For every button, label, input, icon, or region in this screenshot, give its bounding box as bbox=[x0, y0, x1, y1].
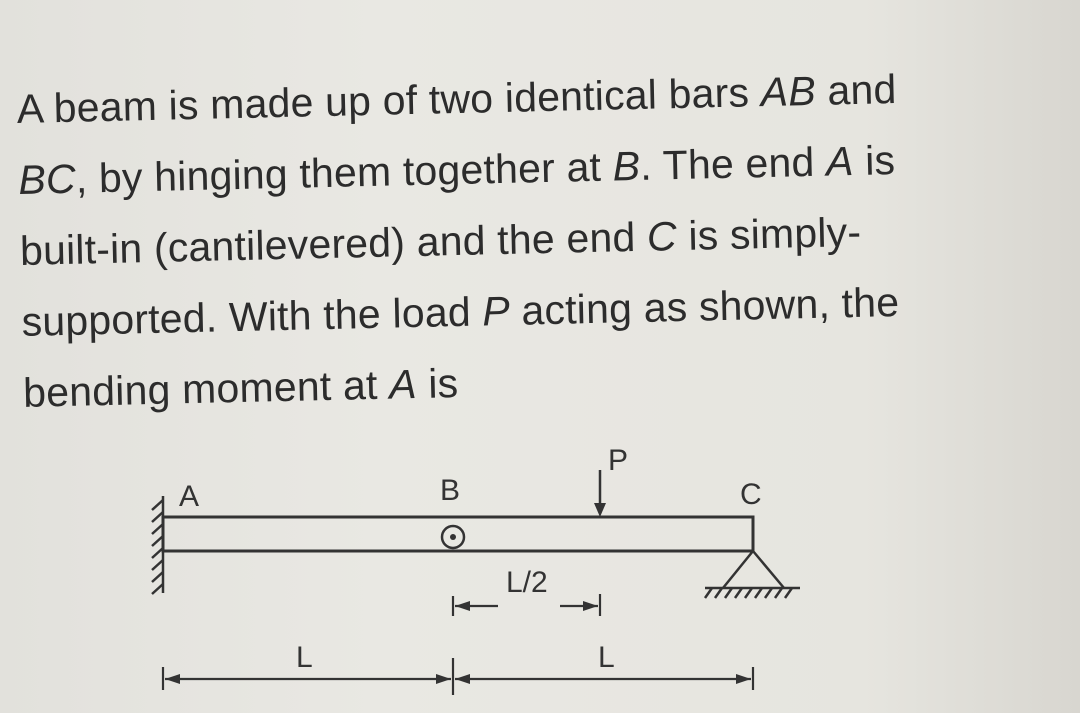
label-half-span: L/2 bbox=[506, 566, 548, 599]
math-symbol: P bbox=[481, 287, 511, 335]
label-b: B bbox=[440, 474, 461, 507]
math-symbol: A bbox=[825, 138, 855, 185]
text-segment: built-in (cantilevered) and the end bbox=[19, 213, 648, 274]
hinge-icon bbox=[442, 526, 464, 548]
label-span-bc: L bbox=[598, 641, 615, 674]
text-segment: is bbox=[416, 360, 459, 407]
text-segment: acting as shown, the bbox=[509, 279, 900, 334]
math-symbol: A bbox=[388, 360, 418, 408]
label-a: A bbox=[179, 480, 200, 513]
text-segment: , by hinging them together at bbox=[75, 143, 614, 202]
text-segment: and bbox=[815, 66, 897, 114]
math-symbol: B bbox=[612, 142, 641, 190]
pin-support bbox=[705, 551, 800, 598]
load-arrow-icon bbox=[594, 470, 606, 517]
dimension-spans bbox=[163, 658, 753, 695]
text-segment: . The end bbox=[639, 138, 827, 189]
text-segment: is bbox=[853, 137, 896, 185]
math-symbol: C bbox=[646, 213, 678, 260]
label-c: C bbox=[740, 478, 762, 511]
math-symbol: AB bbox=[760, 67, 817, 116]
text-segment: bending moment at bbox=[22, 361, 390, 416]
text-segment: A beam is made up of two identical bars bbox=[16, 69, 762, 132]
label-p: P bbox=[608, 444, 629, 477]
math-symbol: BC bbox=[17, 155, 77, 203]
label-span-ab: L bbox=[296, 641, 313, 674]
fixed-support-wall bbox=[152, 496, 163, 594]
text-segment: supported. With the load bbox=[21, 288, 483, 345]
text-segment: is simply- bbox=[676, 208, 862, 260]
